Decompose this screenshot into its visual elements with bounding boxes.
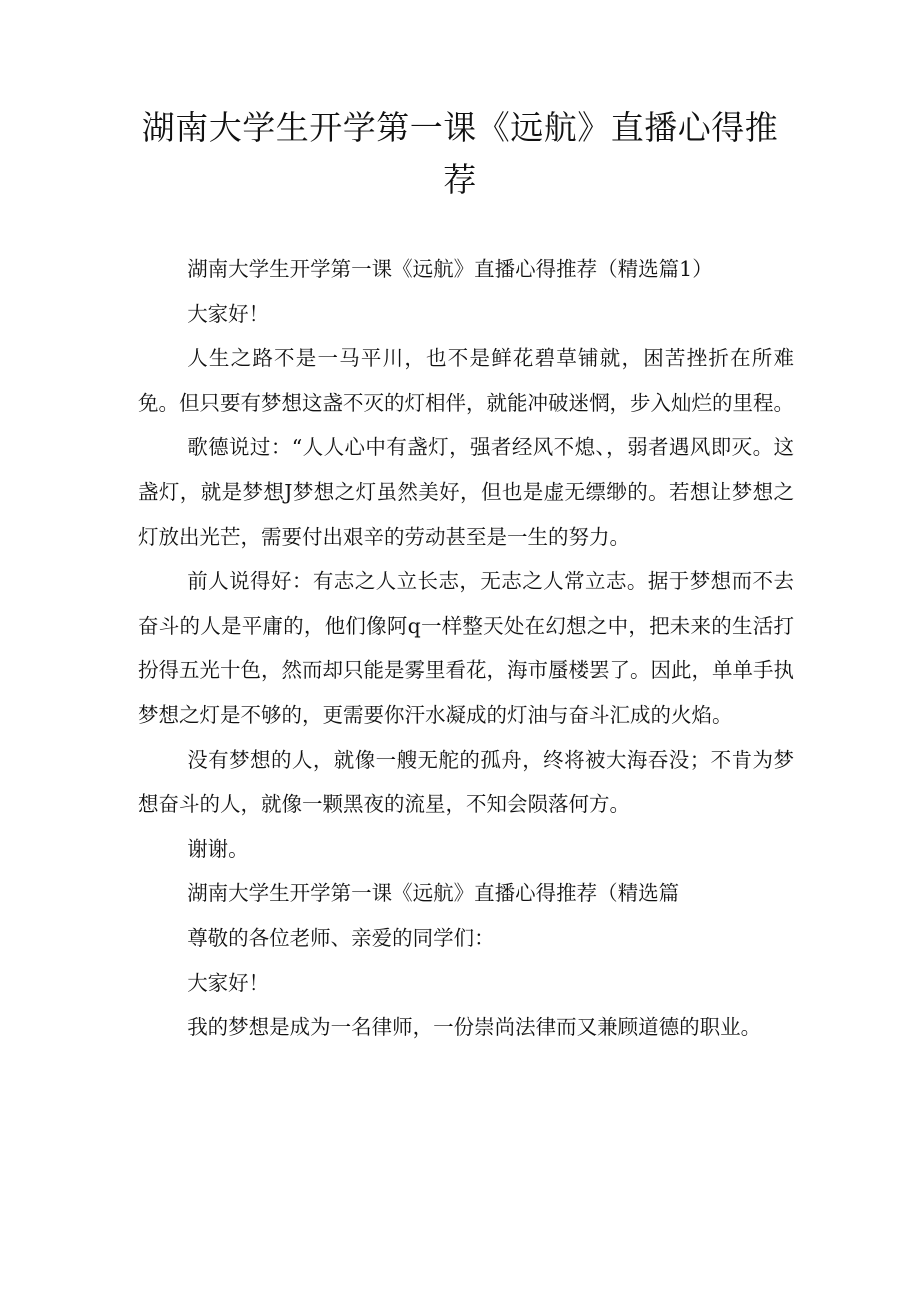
- greeting: 大家好！: [187, 301, 270, 326]
- section-heading: 湖南大学生开学第一课《远航》直播心得推荐（精选篇: [187, 881, 680, 906]
- section-heading: 湖南大学生开学第一课《远航》直播心得推荐（精选篇1）: [187, 257, 713, 281]
- body-paragraph: 没有梦想的人，就像一艘无舵的孤舟，终将被大海吞没；不肯为梦想奋斗的人，就像一颗黑夜的流星，不知会陨落何方。: [138, 747, 794, 817]
- body-paragraph: 人生之路不是一马平川，也不是鲜花碧草铺就，困苦挫折在所难免。但只要有梦想这盏不灭的灯相伴，就能冲破迷惘，步入灿烂的里程。: [138, 346, 794, 415]
- salutation: 尊敬的各位老师、亲爱的同学们：: [187, 925, 495, 950]
- body-paragraph: 前人说得好：有志之人立长志，无志之人常立志。据于梦想而不去奋斗的人是平庸的，他们像阿q一样整天处在幻想之中，把未来的生活打扮得五光十色，然而却只能是雾里看花，海市蜃楼罢了。因此，单单手执梦想之灯是不够的，更需要你汗水凝成的灯油与奋斗汇成的火焰。: [138, 569, 794, 727]
- greeting: 大家好！: [187, 970, 270, 995]
- document-title: 湖南大学生开学第一课《远航》直播心得推荐: [141, 108, 779, 199]
- document-body: [138, 247, 794, 1050]
- closing-thanks: 谢谢。: [187, 836, 249, 861]
- body-paragraph: 歌德说过：“人人心中有盏灯，强者经风不熄、，弱者遇风即灭。这盏灯，就是梦想J梦想之灯虽然美好，但也是虚无缥缈的。若想让梦想之灯放出光芒，需要付出艰辛的劳动甚至是一生的努力。: [138, 435, 794, 549]
- body-paragraph: 我的梦想是成为一名律师，一份崇尚法律而又兼顾道德的职业。: [187, 1015, 762, 1040]
